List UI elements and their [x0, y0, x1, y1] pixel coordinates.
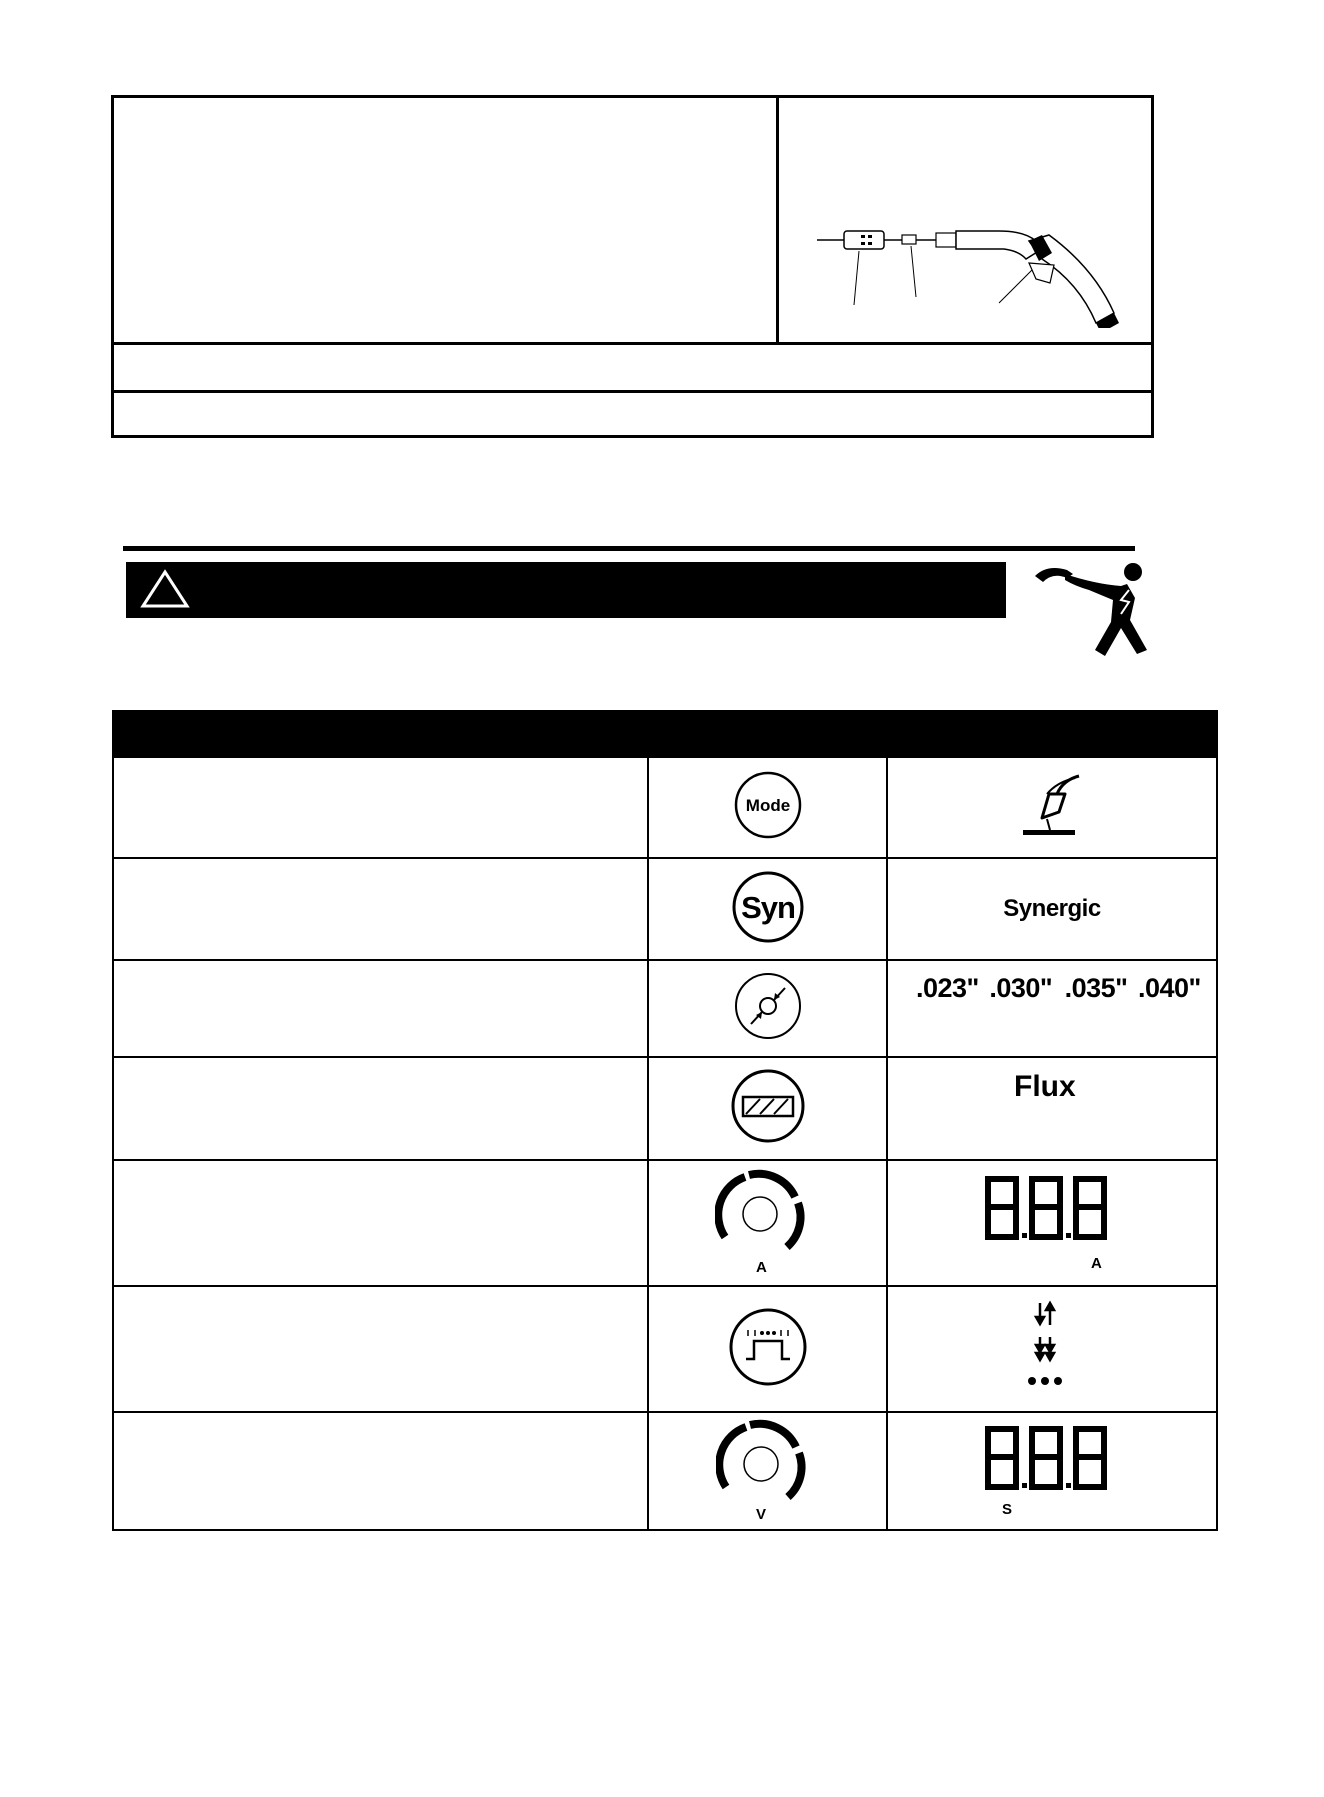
trigger-mode-indicators: [1018, 1299, 1078, 1399]
wire-type-button[interactable]: [730, 1068, 806, 1144]
svg-text:Mode: Mode: [745, 796, 790, 815]
table-header-cell: [113, 711, 648, 757]
box-vertical-divider: [776, 98, 779, 345]
display-cell: [887, 960, 1217, 1057]
description-cell: [113, 1286, 648, 1412]
controls-table: [112, 710, 1218, 1531]
control-cell: [648, 858, 887, 960]
description-cell: [113, 1412, 648, 1530]
synergic-indicator: Synergic: [1003, 895, 1101, 922]
table-row: [113, 757, 1217, 858]
control-cell: [648, 1057, 887, 1160]
amps-display-unit: A: [1091, 1255, 1102, 1272]
torch-parts-box: [111, 95, 1154, 438]
trigger-mode-button[interactable]: [728, 1307, 808, 1387]
box-horizontal-divider: [114, 342, 1151, 345]
table-header-cell: [648, 711, 887, 757]
description-cell: [113, 1057, 648, 1160]
description-cell: [113, 960, 648, 1057]
description-cell: [113, 757, 648, 858]
wire-diameter-button[interactable]: [733, 971, 803, 1041]
table-row: [113, 1057, 1217, 1160]
amps-knob-unit: A: [756, 1259, 767, 1276]
section-rule: [123, 546, 1135, 551]
display-cell: [887, 858, 1217, 960]
display-cell: [887, 1160, 1217, 1286]
box-horizontal-divider: [114, 390, 1151, 393]
mig-welding-mode-icon: [1017, 772, 1087, 838]
warning-triangle-icon: [140, 569, 190, 609]
display-cell: [887, 1057, 1217, 1160]
time-seven-segment-display: [984, 1425, 1114, 1495]
display-cell: [887, 757, 1217, 858]
table-header-cell: [887, 711, 1217, 757]
synergic-button[interactable]: [731, 870, 805, 944]
seconds-display-unit: S: [1002, 1501, 1013, 1518]
table-header-row: [113, 711, 1217, 757]
display-cell: [887, 1286, 1217, 1412]
control-cell: [648, 1286, 887, 1412]
table-row: [113, 1160, 1217, 1286]
wire-size-023: .023": [916, 973, 979, 1003]
wire-size-040: .040": [1137, 973, 1201, 1003]
flux-indicator: Flux: [1014, 1070, 1076, 1103]
voltage-knob[interactable]: [716, 1419, 816, 1519]
mig-torch-illustration: [814, 113, 1134, 328]
warning-banner: [126, 562, 1006, 618]
svg-text:Syn: Syn: [740, 889, 795, 925]
description-cell: [113, 1160, 648, 1286]
mode-button[interactable]: [733, 770, 803, 840]
amperage-seven-segment-display: [984, 1175, 1114, 1245]
wire-size-030: .030": [989, 973, 1053, 1003]
wire-size-list: [916, 973, 1201, 1004]
description-cell: [113, 858, 648, 960]
table-row: [113, 858, 1217, 960]
electric-shock-hazard-icon: [1025, 558, 1165, 668]
display-cell: [887, 1412, 1217, 1530]
control-cell: [648, 960, 887, 1057]
control-cell: [648, 1160, 887, 1286]
table-row: [113, 1412, 1217, 1530]
table-row: [113, 1286, 1217, 1412]
amperage-knob[interactable]: [715, 1169, 815, 1269]
control-cell: [648, 1412, 887, 1530]
wire-size-035: .035": [1064, 973, 1128, 1003]
volts-knob-unit: V: [756, 1506, 767, 1523]
control-cell: [648, 757, 887, 858]
table-row: [113, 960, 1217, 1057]
